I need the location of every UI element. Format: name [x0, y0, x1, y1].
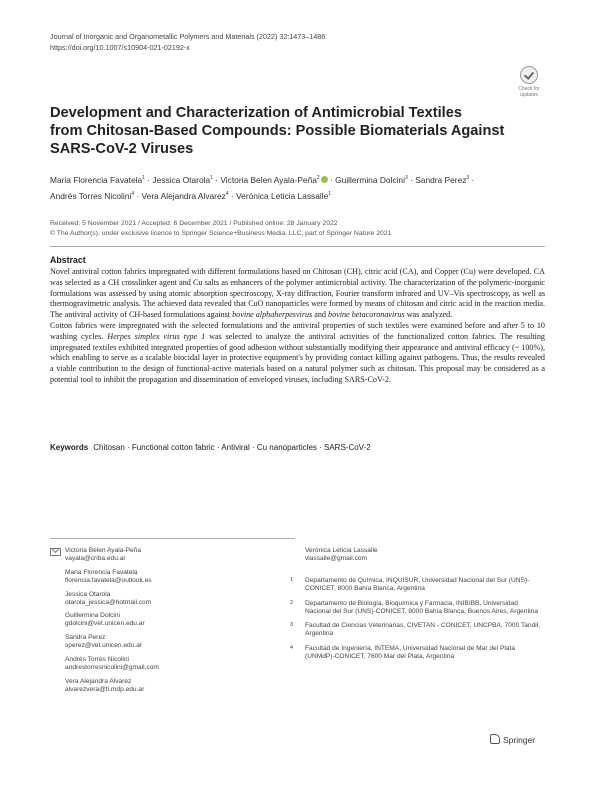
- keywords-label: Keywords: [50, 443, 89, 452]
- orcid-icon[interactable]: [321, 176, 328, 183]
- abstract-heading: Abstract: [50, 255, 86, 265]
- keywords: [50, 443, 545, 452]
- badge-label-2: updates: [520, 92, 538, 98]
- author-list: Maria Florencia Favatela$^1$ · Jessica Otarola$^1$ · Victoria Belen Ayala-Peña$^2$ · Guillermina Dolcini$^3$ · Sandra Perez$^3$ · Andrés Torres Nicolini$^4$ · Vera Alejandra Alvarez$^4$ · Verónica Leticia Lassalle$^1$: [50, 174, 475, 201]
- badge-label-1: Check for: [518, 86, 540, 92]
- author-name: Victoria Belen Ayala-Peña: [220, 174, 317, 185]
- contact-entry: [50, 634, 300, 650]
- contact-entry: [50, 656, 300, 672]
- abstract-paragraph: Cotton fabrics were impregnated with the selected formulations and the antiviral properties of such textiles were examined before and after 5 to 10 washing cycles. Herpes simplex virus type 1 was selected to analyze the antiviral activities of the functionalized cotton fabrics. The resulting impregnated textiles exhibited integrated properties of good adhesion without substantially modifying their appearance and antiviral efficacy (~ 100%), which enabling to serve as a scalable biocidal layer in protective equipment's by providing contact killing against pathogens. Thus, the results revealed a viable contribution to the design of functional-active materials based on a natural polymer such as chitosan. This proposal may be considered as a potential tool to inhibit the propagation and dissemination of enveloped viruses, including SARS-CoV-2.: [50, 320, 545, 384]
- contact-name: Maria Florencia Favatela: [65, 568, 138, 576]
- author-name: Verónica Leticia Lassalle: [236, 190, 329, 201]
- divider: [50, 538, 295, 539]
- affiliation-number: 4: [290, 644, 294, 651]
- abstract-body: [50, 267, 545, 386]
- publisher-logo: [490, 734, 535, 745]
- contact-name: Victoria Belen Ayala-Peña: [65, 547, 142, 554]
- publication-dates: [50, 219, 391, 238]
- author-name: Maria Florencia Favatela: [50, 174, 143, 185]
- affiliation-number: 3: [290, 622, 294, 628]
- contact-email[interactable]: andrestorresnicolini@gmail.com: [65, 663, 159, 671]
- affiliation-marker: 3: [466, 175, 470, 181]
- journal-header: [50, 31, 325, 53]
- author-name: Guillermina Dolcini: [335, 174, 405, 185]
- contact-list: [50, 547, 300, 700]
- contact-entry: [290, 547, 545, 563]
- contact-name: Guillermina Dolcini: [65, 612, 120, 620]
- affiliation-marker: 3: [404, 175, 408, 181]
- affiliation-number: 2: [290, 599, 294, 606]
- check-updates-icon: [520, 66, 538, 84]
- contact-email[interactable]: vlassalle@gmail.com: [305, 555, 368, 562]
- affiliation-marker: 1: [210, 175, 213, 181]
- contact-email[interactable]: florencia.favatela@outlook.es: [65, 576, 152, 584]
- title-line: from Chitosan-Based Compounds: Possible Biomaterials Against: [50, 123, 505, 139]
- contact-entry: [50, 678, 300, 694]
- author-name: Sandra Perez: [415, 174, 467, 185]
- check-for-updates-badge[interactable]: [514, 66, 544, 98]
- contact-email[interactable]: otarola_jessica@hotmail.com: [65, 598, 152, 606]
- title-line: Development and Characterization of Antimicrobial Textiles: [50, 105, 462, 121]
- contact-email[interactable]: vayala@criba.edu.ar: [65, 555, 126, 562]
- contact-name: Sandra Perez: [65, 634, 106, 642]
- divider: [50, 246, 545, 247]
- contact-email[interactable]: gdolcini@vet.unicen.edu.ar: [65, 620, 145, 628]
- keywords-text: Chitosan · Functional cotton fabric · Antiviral · Cu nanoparticles · SARS-CoV-2: [93, 443, 371, 452]
- affiliation-marker: 4: [131, 190, 135, 197]
- affiliation-text: Departamento de Química, INQUISUR, Universidad Nacional del Sur (UNS)- CONICET, 8000 Bahía Blanca, Argentina: [305, 577, 530, 592]
- contact-name: Vera Alejandra Alvarez: [65, 677, 132, 685]
- contact-entry: [50, 612, 300, 628]
- affiliation-number: 1: [290, 577, 294, 583]
- doi-link[interactable]: https://doi.org/10.1007/s10904-021-02192-x: [50, 43, 190, 52]
- affiliation-text: Facultad de Ingeniería, INTEMA, Universidad Nacional de Mar del Plata (UNMdP)-CONICET, 7600 Mar del Plata, Argentina: [305, 644, 516, 660]
- affiliation-marker: 1: [142, 175, 145, 181]
- contact-name: Andrés Torres Nicolini: [65, 655, 130, 663]
- affiliation-entry: [290, 577, 545, 593]
- affiliation-text: Facultad de Ciencias Veterinarias, CIVETAN - CONICET, UNCPBA, 7000 Tandil, Argentina: [305, 622, 541, 637]
- contact-entry: [50, 569, 300, 585]
- contact-email[interactable]: alvarezvera@fi.mdp.edu.ar: [65, 685, 145, 693]
- affiliation-entry: [290, 645, 545, 661]
- copyright-line: © The Author(s), under exclusive licence to Springer Science+Business Media, LLC, part of Springer Nature 2021: [50, 229, 392, 237]
- title-line: SARS-CoV-2 Viruses: [50, 141, 194, 157]
- author-name: Vera Alejandra Alvarez: [141, 190, 226, 201]
- contact-entry: [50, 591, 300, 607]
- springer-horse-icon: [490, 734, 500, 744]
- affiliation-marker: 4: [225, 190, 229, 197]
- affiliation-entry: [290, 600, 545, 616]
- publisher-name: Springer: [503, 735, 536, 745]
- author-name: Jessica Otarola: [152, 174, 211, 185]
- affiliation-marker: 2: [316, 175, 320, 181]
- journal-citation: Journal of Inorganic and Organometallic Polymers and Materials (2022) 32:1473–1486: [50, 32, 326, 41]
- contact-entry: [50, 547, 300, 563]
- contact-name: Verónica Leticia Lassalle: [305, 547, 378, 554]
- contact-email[interactable]: sperez@vet.unicen.edu.ar: [65, 642, 143, 650]
- envelope-icon: [50, 548, 61, 556]
- affiliation-marker: 1: [328, 190, 332, 197]
- abstract-paragraph: Novel antiviral cotton fabrics impregnated with different formulations based on Chitosan (CH), citric acid (CA), and Copper (Cu) were developed. CA was selected as a CH crosslinker agent and Cu salts as enhancers of the polymer antimicrobial activity. The characterization of the polymeric-inorganic formulations was assessed by using atomic absorption spectroscopy, X-ray diffraction, Fourier transform infrared and UV–Vis spectroscopy, as well as thermogravimetric analysis. The achieved data revealed that CuO nanoparticles were formed by means of chitosan and citric acid in the reaction media. The antiviral activity of CH-based formulations against bovine alphaherpesvirus and bovine betacoronavirus was analyzed.: [50, 267, 545, 320]
- contact-name: Jessica Otarola: [65, 590, 111, 598]
- paper-title: [50, 104, 540, 158]
- dates-line: Received: 5 November 2021 / Accepted: 6 December 2021 / Published online: 28 January 2022: [50, 220, 338, 227]
- author-name: Andrés Torres Nicolini: [50, 190, 132, 201]
- affiliation-text: Departamento de Biología, Bioquímica y Farmacia, INIBIBB, Universidad Nacional del Sur (UNS)-CONICET, 8000 Bahía Blanca, Buenos Aires, Argentina: [305, 599, 539, 615]
- affiliation-entry: [290, 622, 545, 638]
- right-column: [290, 547, 545, 667]
